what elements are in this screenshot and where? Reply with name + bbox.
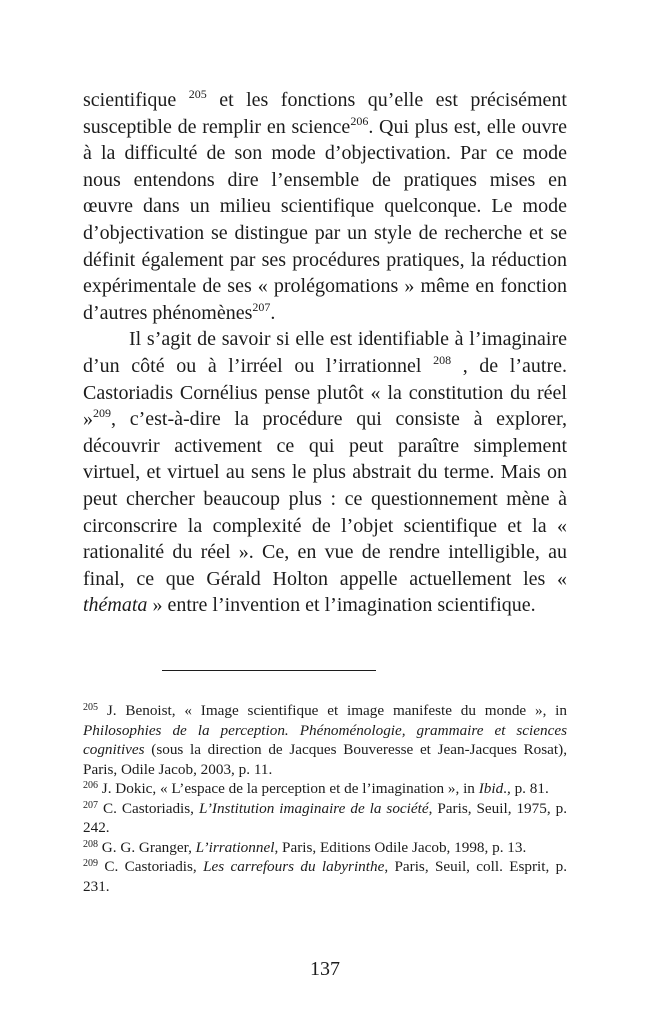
text-run: » entre l’invention et l’imagination scientifique.: [147, 594, 536, 617]
footnote-marker: 207: [252, 299, 271, 314]
footnote-marker: 209: [83, 858, 98, 869]
italic-text: Ibid: [478, 780, 504, 797]
text-run: , Paris, Editions Odile Jacob, 1998, p. 13.: [274, 838, 527, 856]
text-run: , c’est-à-dire la procédure qui consiste à explorer, découvrir activement ce qui peut paraître simplement virtuel, et virtuel au sens le plus abstrait du terme. Mais on peut chercher beaucoup plus : ce questionnement mène à circonscrire la complexité de l’objet scientifique et la « rationalité du réel ». Ce, en vue de rendre intelligible, au final, ce que Gérald Holton appelle actuellement les «: [83, 408, 567, 590]
footnote-marker: 208: [83, 838, 98, 850]
italic-text: Les carrefours du labyrinthe: [203, 858, 385, 875]
paragraph: [83, 326, 567, 619]
footnote: [83, 799, 567, 838]
footnote-marker: 205: [83, 702, 98, 713]
text-run: . Qui plus est, elle ouvre à la difficulté de son mode d’objectivation. Par ce mode nous entendons dire l’ensemble de pratiques mises en œuvre dans un milieu scientifique quelconque. Le mode d’objectivation se distingue par un style de recherche et se définit également par ses procédures pratiques, la réduction expérimentale de ses « prolégomations » même en fonction d’autres phénomènes: [83, 115, 567, 324]
text-run: .: [270, 301, 276, 324]
text-run: (sous la direction de Jacques Bouveresse et Jean-Jacques Rosat), Paris, Odile Jacob, 2003, p. 11.: [83, 741, 567, 778]
footnote: [83, 838, 567, 858]
footnote: [83, 857, 567, 896]
footnote-marker: 205: [188, 87, 207, 101]
text-run: , Paris, Seuil, coll. Esprit, p. 231.: [83, 858, 567, 895]
italic-text: thémata: [83, 594, 148, 617]
text-run: et les fonctions qu’elle est précisément susceptible de remplir en science: [83, 89, 567, 138]
paragraph: [83, 87, 567, 326]
footnote-marker: 207: [83, 799, 98, 811]
italic-text: L’irrationnel: [195, 838, 275, 856]
text-run: J. Benoist, « Image scientifique et image manifeste du monde », in: [98, 702, 567, 719]
body-text: [83, 87, 567, 619]
text-run: , de l’autre. Castoriadis Cornélius pense plutôt « la constitution du réel »: [83, 354, 567, 431]
text-run: , Paris, Seuil, 1975, p. 242.: [83, 799, 567, 836]
text-run: C. Castoriadis,: [98, 858, 204, 875]
footnote-marker: 206: [350, 113, 369, 128]
footnote-marker: 206: [83, 780, 98, 791]
italic-text: L’Institution imaginaire de la société: [198, 799, 429, 817]
footnote-marker: 209: [93, 406, 111, 421]
footnote-marker: 208: [433, 352, 452, 367]
text-run: G. G. Granger,: [98, 838, 196, 856]
page-number: 137: [310, 958, 340, 980]
footnote-separator: [162, 670, 376, 671]
text-run: Il s’agit de savoir si elle est identifiable à l’imaginaire d’un côté ou à l’irréel ou l’irrationnel: [83, 328, 567, 377]
italic-text: Philosophies de la perception. Phénoménologie, grammaire et sciences cognitives: [83, 721, 567, 758]
text-run: C. Castoriadis,: [98, 799, 199, 817]
footnote: [83, 779, 567, 799]
text-run: ., p. 81.: [503, 780, 549, 797]
footnotes: [83, 701, 567, 896]
text-run: J. Dokic, « L’espace de la perception et de l’imagination », in: [98, 780, 479, 797]
text-run: scientifique: [83, 89, 189, 111]
footnote: [83, 701, 567, 779]
